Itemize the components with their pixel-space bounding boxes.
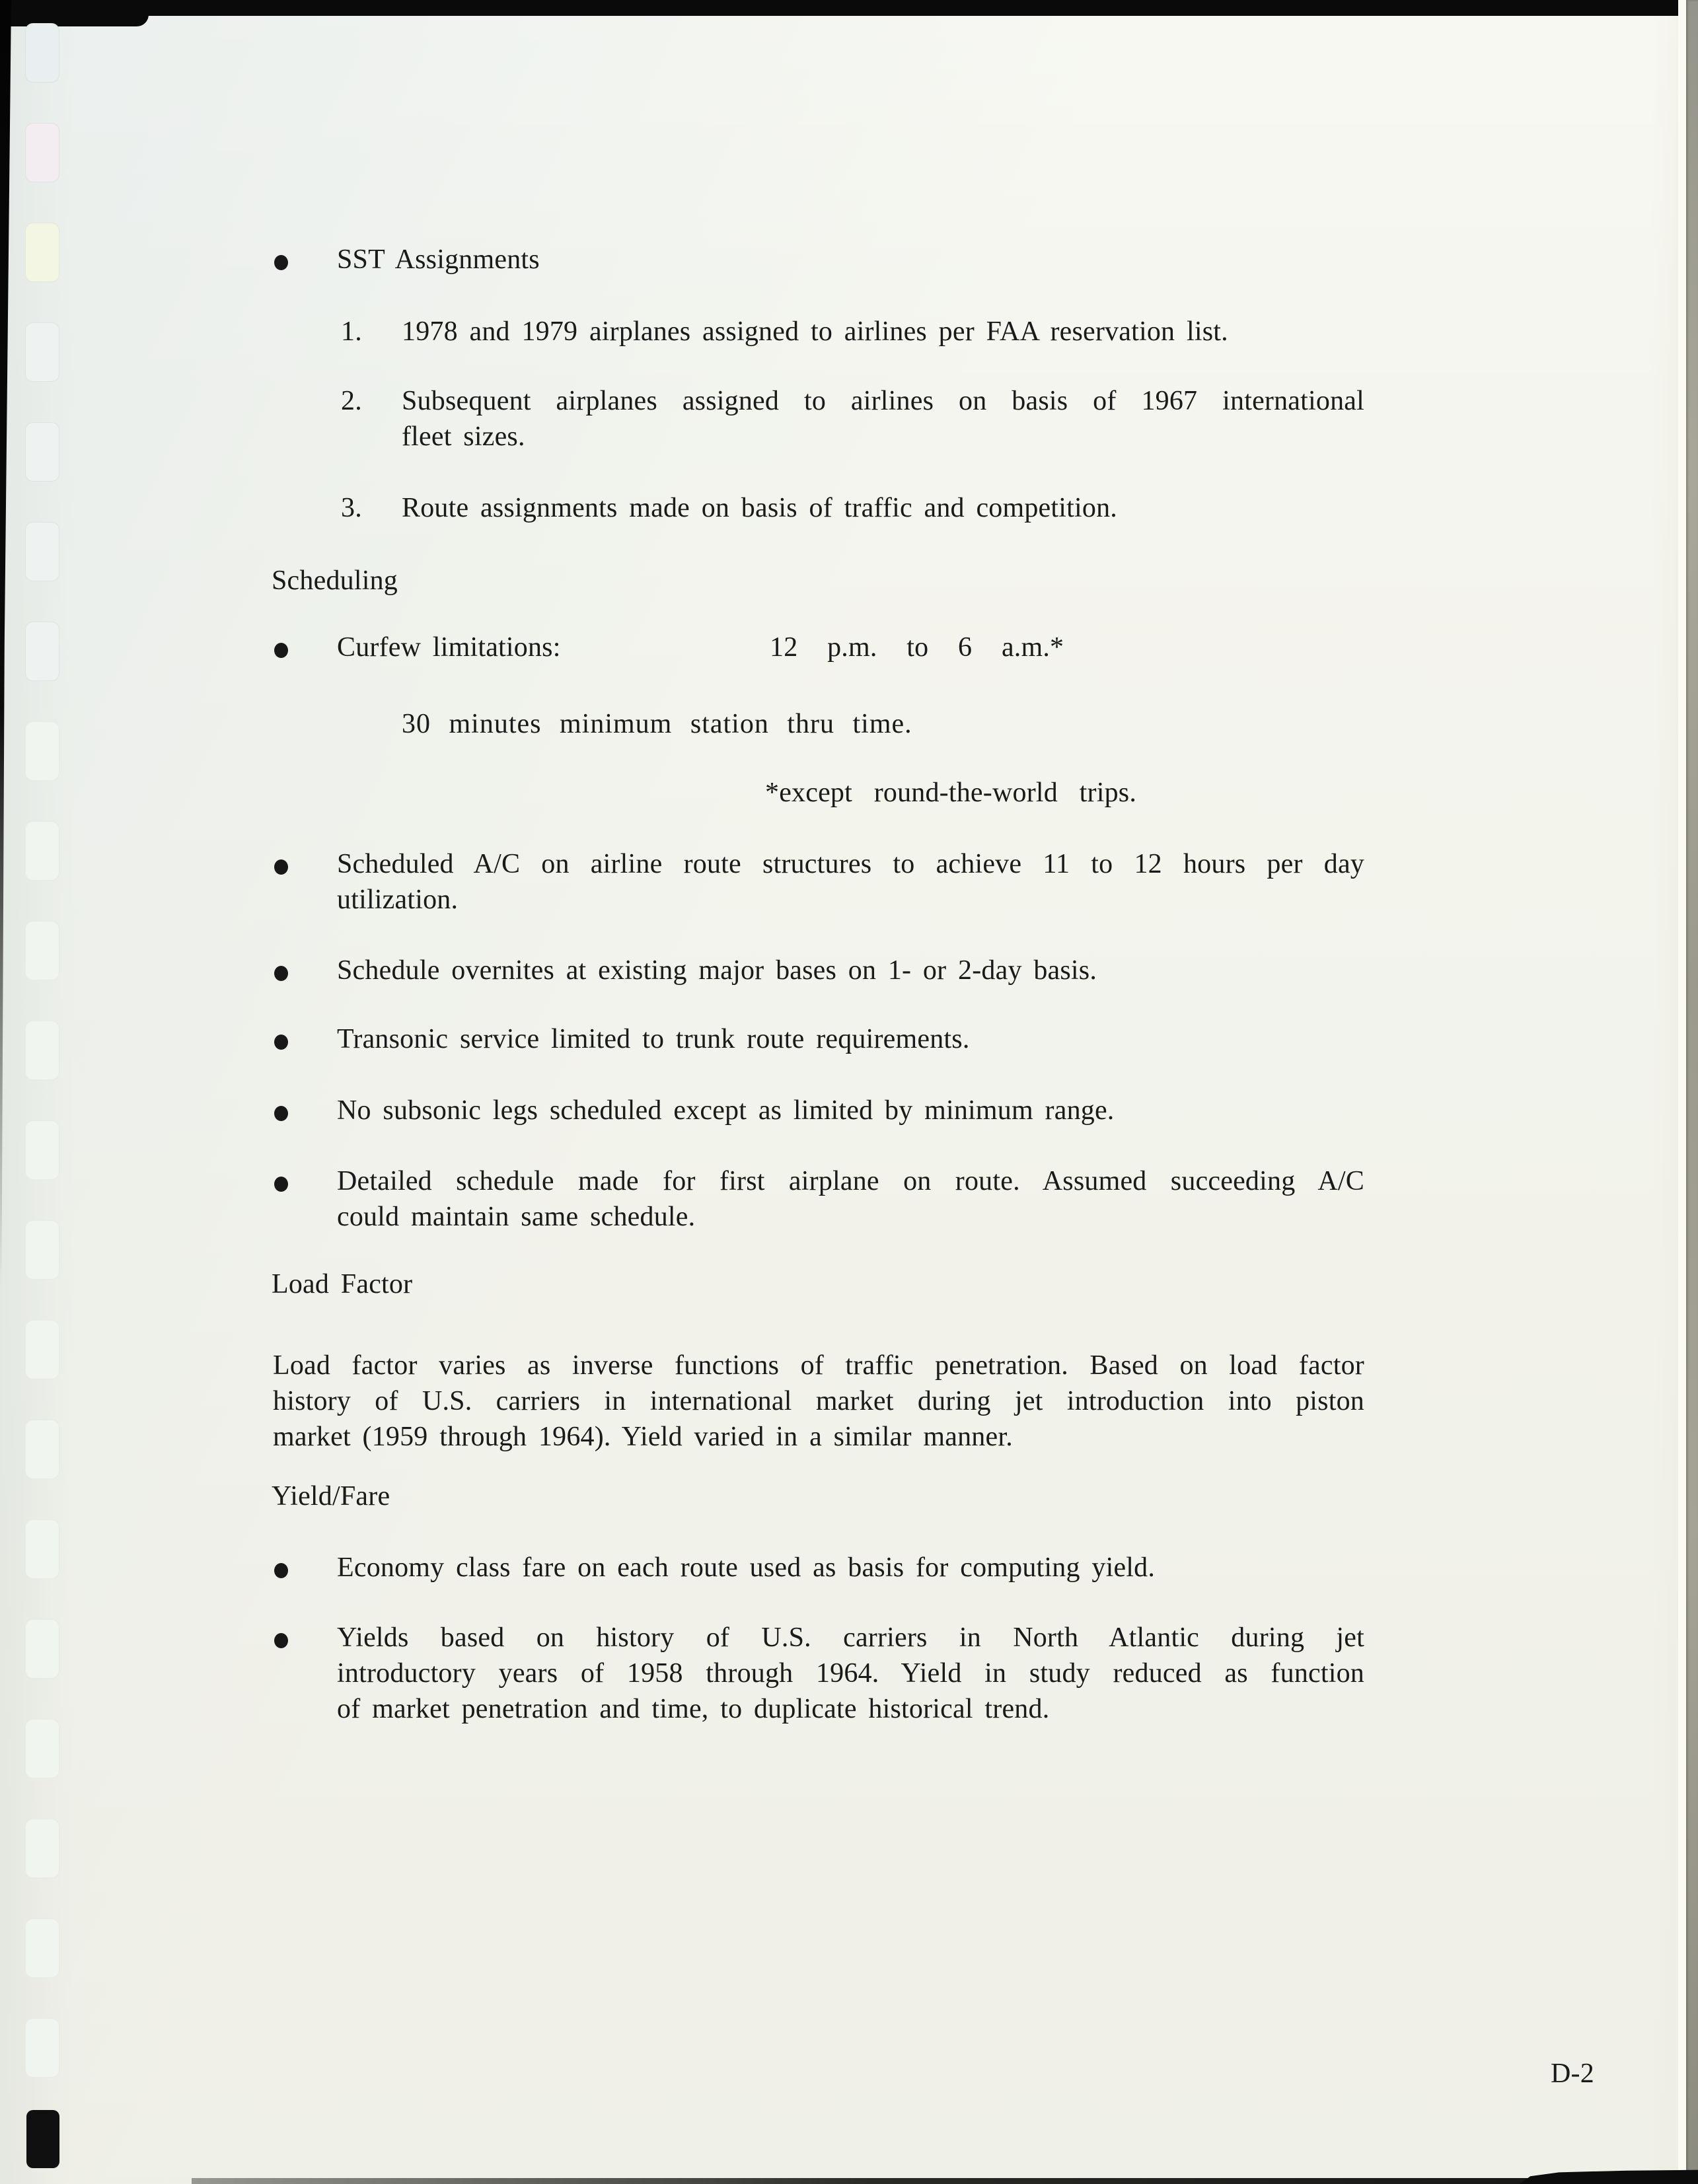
scan-right-edge-gap [1678, 0, 1686, 2184]
text-line: introductory years of 1958 through 1964. Yield in study reduced as function [337, 1658, 1364, 1689]
item-number: 2. [341, 386, 362, 416]
bullet-item-subsonic [274, 1093, 1115, 1128]
scan-bottom-edge [192, 2178, 1698, 2184]
section-heading-scheduling: Scheduling [272, 565, 398, 596]
bullet-item-overnites [274, 953, 1097, 988]
punch-hole-filled [26, 2110, 59, 2168]
curfew-value: 12 p.m. to 6 a.m.* [770, 632, 1064, 663]
scan-top-left-corner [0, 0, 149, 26]
text-line: market (1959 through 1964). Yield varied in a similar manner. [273, 1422, 1013, 1452]
load-factor-paragraph [273, 1348, 1364, 1455]
item-number: 3. [341, 493, 362, 523]
bullet-item-curfew [274, 630, 1064, 665]
bullet-text: No subsonic legs scheduled except as limited by minimum range. [337, 1095, 1115, 1126]
bullet-item-yields-history [274, 1620, 1364, 1727]
bullet-item-detailed-schedule [274, 1163, 1364, 1235]
punch-hole [25, 921, 59, 980]
bullet-icon [274, 643, 288, 658]
bullet-icon [274, 966, 288, 981]
bullet-text [337, 1163, 1364, 1235]
punch-hole [25, 1619, 59, 1679]
punch-hole [25, 1519, 59, 1579]
bullet-item-economy-fare [274, 1550, 1155, 1585]
bullet-icon [274, 1633, 288, 1648]
text-line: Detailed schedule made for first airplane on route. Assumed succeeding A/C [337, 1166, 1364, 1196]
punch-hole [25, 1220, 59, 1280]
bullet-item-sst-assignments [274, 242, 540, 277]
punch-hole [25, 123, 59, 182]
bullet-icon [274, 859, 288, 875]
text-line: of market penetration and time, to duplicate historical trend. [337, 1694, 1050, 1724]
bullet-text: Transonic service limited to trunk route requirements. [337, 1024, 970, 1054]
bullet-icon [274, 1106, 288, 1121]
bullet-label: SST Assignments [337, 244, 540, 275]
punch-hole [25, 1719, 59, 1778]
item-number: 1. [341, 316, 362, 347]
text-line: Scheduled A/C on airline route structures to achieve 11 to 12 hours per day [337, 849, 1364, 879]
numbered-item-3 [341, 490, 1117, 526]
station-time-note: 30 minutes minimum station thru time. [402, 709, 912, 739]
punch-hole [25, 2018, 59, 2078]
punch-hole [25, 23, 59, 83]
section-heading-load-factor: Load Factor [272, 1269, 413, 1299]
page-number: D-2 [1551, 2058, 1594, 2089]
bullet-item-transonic [274, 1021, 970, 1057]
bullet-text [337, 846, 1364, 918]
punch-hole [25, 622, 59, 681]
bullet-icon [274, 1177, 288, 1192]
punch-hole [25, 1420, 59, 1479]
scan-top-edge [0, 0, 1698, 16]
bullet-icon [274, 255, 288, 270]
numbered-item-2 [341, 383, 1364, 455]
punch-hole [25, 223, 59, 282]
item-text: Route assignments made on basis of traffic and competition. [402, 493, 1117, 523]
punch-hole [25, 1120, 59, 1180]
curfew-footnote: *except round-the-world trips. [765, 778, 1137, 808]
bullet-text: Economy class fare on each route used as basis for computing yield. [337, 1552, 1156, 1583]
bullet-text [337, 1620, 1364, 1727]
bullet-text: Schedule overnites at existing major bases on 1- or 2-day basis. [337, 955, 1097, 986]
punch-hole [25, 522, 59, 581]
punch-hole [25, 821, 59, 881]
punch-hole [25, 1021, 59, 1080]
punch-hole [25, 1819, 59, 1878]
section-heading-yield-fare: Yield/Fare [272, 1481, 390, 1511]
punch-hole [25, 721, 59, 781]
scan-right-edge-strip [1686, 0, 1698, 2184]
text-line: fleet sizes. [402, 421, 525, 452]
text-line: Subsequent airplanes assigned to airlines on basis of 1967 international [402, 386, 1364, 416]
bullet-item-scheduled-ac [274, 846, 1364, 918]
item-text: 1978 and 1979 airplanes assigned to airlines per FAA reservation list. [402, 316, 1228, 347]
scan-left-edge-shadow [0, 0, 11, 1288]
punch-hole [25, 422, 59, 482]
numbered-item-1 [341, 314, 1228, 349]
curfew-label: Curfew limitations: [337, 632, 561, 663]
text-line: could maintain same schedule. [337, 1202, 696, 1232]
bullet-icon [274, 1035, 288, 1050]
scan-bottom-right-mark [1520, 2167, 1698, 2184]
text-line: Load factor varies as inverse functions of traffic penetration. Based on load factor [273, 1350, 1364, 1381]
punch-hole [25, 1320, 59, 1379]
text-line: Yields based on history of U.S. carriers in North Atlantic during jet [337, 1622, 1364, 1653]
text-line: utilization. [337, 885, 459, 915]
punch-hole [25, 322, 59, 382]
item-text [402, 383, 1364, 455]
bullet-icon [274, 1563, 288, 1578]
text-line: history of U.S. carriers in international market during jet introduction into piston [273, 1386, 1364, 1416]
punch-hole [25, 1918, 59, 1978]
